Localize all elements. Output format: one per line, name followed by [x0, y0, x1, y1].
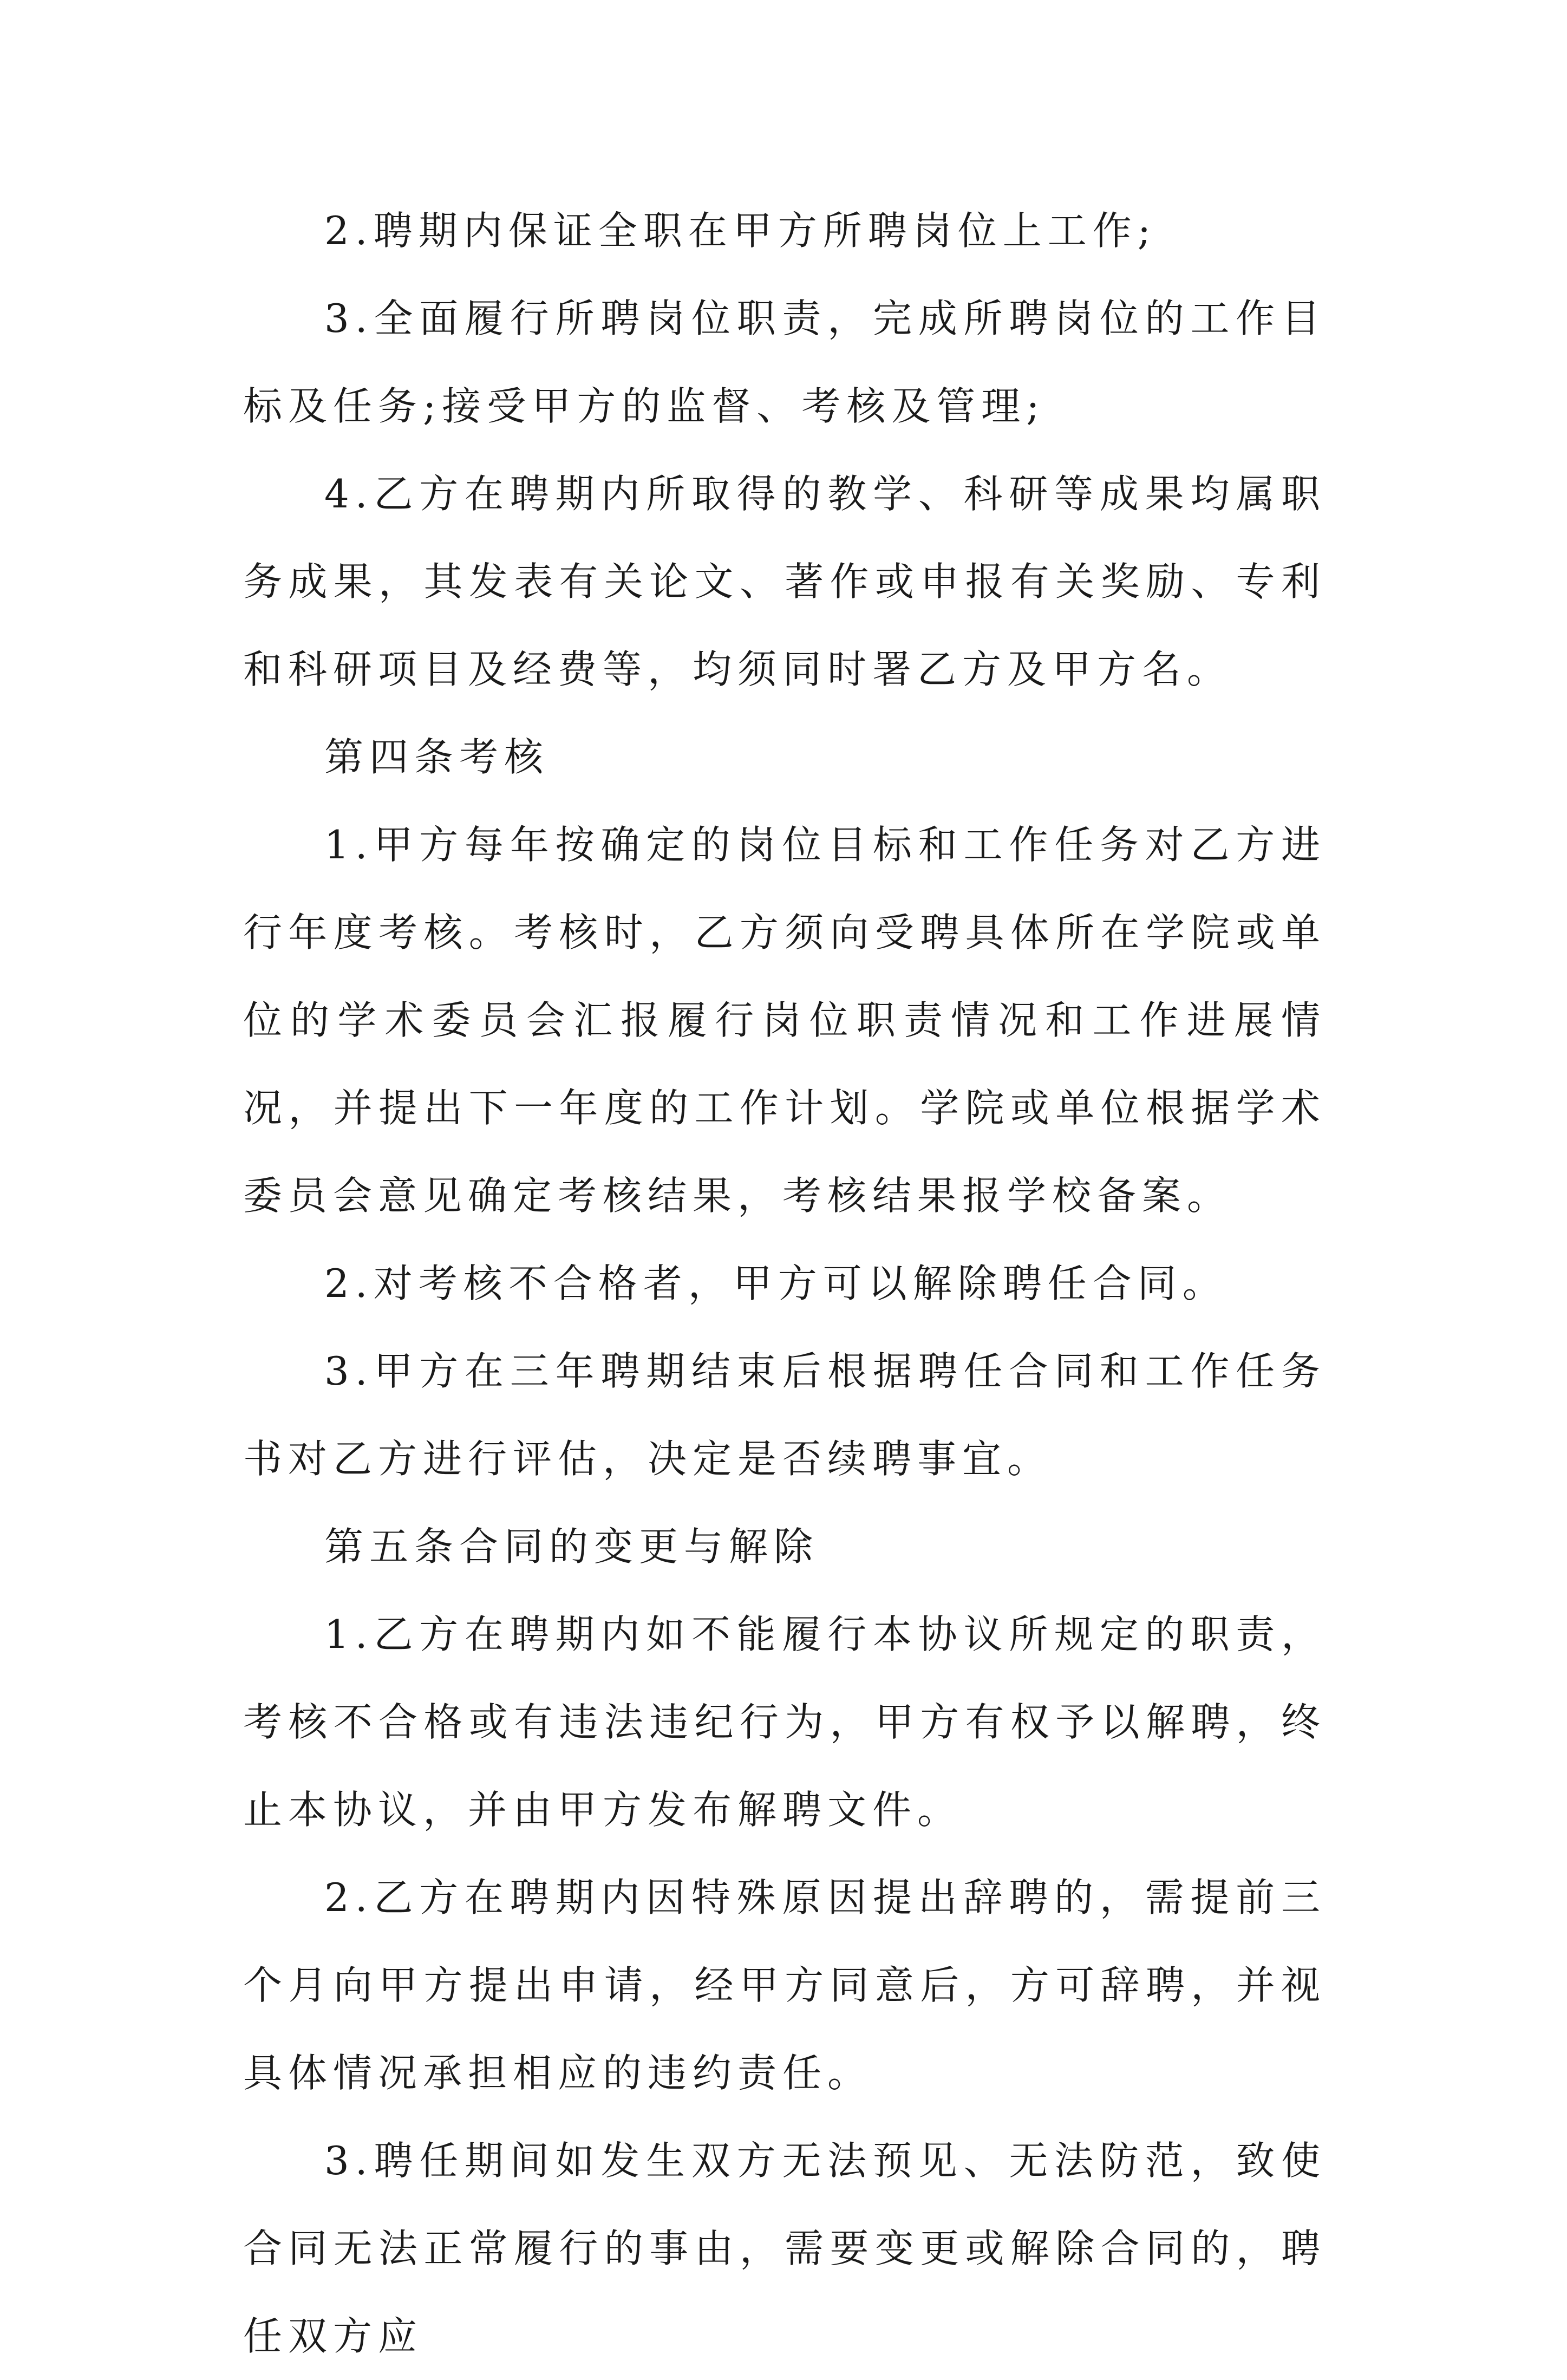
clause-5-item-2: 2.乙方在聘期内因特殊原因提出辞聘的，需提前三个月向甲方提出申请，经甲方同意后，方可辞聘，并视具体情况承担相应的违约责任。: [243, 1875, 1326, 2096]
clause-4-item-3: 3.甲方在三年聘期结束后根据聘任合同和工作任务书对乙方进行评估，决定是否续聘事宜。: [243, 1348, 1326, 1482]
clause-4-heading: 第四条考核: [324, 734, 550, 780]
clause-5-item-1: 1.乙方在聘期内如不能履行本协议所规定的职责，考核不合格或有违法违纪行为，甲方有权予以解聘，终止本协议，并由甲方发布解聘文件。: [243, 1612, 1326, 1833]
clause-3-item-3: 3.全面履行所聘岗位职责，完成所聘岗位的工作目标及任务;接受甲方的监督、考核及管理;: [243, 296, 1326, 429]
clause-3-item-4: 4.乙方在聘期内所取得的教学、科研等成果均属职务成果，其发表有关论文、著作或申报有关奖励、专利和科研项目及经费等，均须同时署乙方及甲方名。: [243, 471, 1326, 692]
clause-5-item-3: 3.聘任期间如发生双方无法预见、无法防范，致使合同无法正常履行的事由，需要变更或解除合同的，聘任双方应: [243, 2138, 1326, 2359]
document-body: [243, 187, 1326, 2380]
clause-4-item-2: 2.对考核不合格者，甲方可以解除聘任合同。: [324, 1261, 1228, 1306]
clause-4-item-1: 1.甲方每年按确定的岗位目标和工作任务对乙方进行年度考核。考核时，乙方须向受聘具体所在学院或单位的学术委员会汇报履行岗位职责情况和工作进展情况，并提出下一年度的工作计划。学院或单位根据学术委员会意见确定考核结果，考核结果报学校备案。: [243, 822, 1326, 1218]
clause-5-heading: 第五条合同的变更与解除: [324, 1524, 819, 1569]
clause-3-item-2: 2.聘期内保证全职在甲方所聘岗位上工作;: [324, 208, 1157, 253]
